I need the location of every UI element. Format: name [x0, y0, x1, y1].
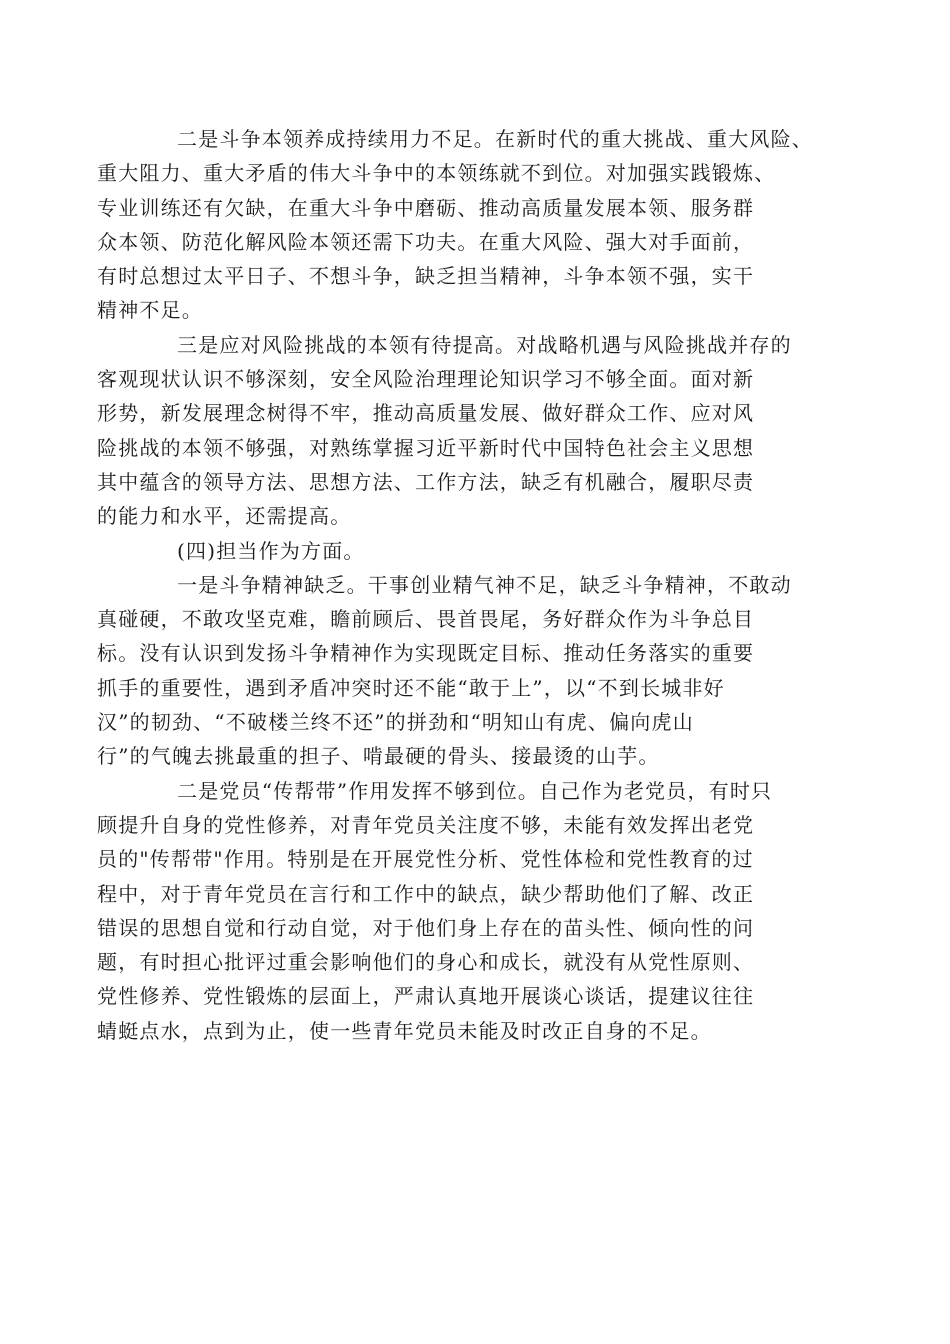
text-line: 重大阻力、重大矛盾的伟大斗争中的本领练就不到位。对加强实践锻炼、 [97, 161, 776, 186]
text-line: 蜻蜓点水，点到为止，使一些青年党员未能及时改正自身的不足。 [97, 1018, 712, 1043]
text-line: 错误的思想自觉和行动自觉，对于他们身上存在的苗头性、倾向性的问 [97, 915, 755, 940]
text-line: 二是党员“传帮带”作用发挥不够到位。自己作为老党员，有时只 [177, 778, 773, 803]
document-body [97, 122, 827, 1048]
text-line: 其中蕴含的领导方法、思想方法、工作方法，缺乏有机融合，履职尽责 [97, 469, 755, 494]
text-line: 客观现状认识不够深刻，安全风险治理理论知识学习不够全面。面对新 [97, 367, 755, 392]
text-line: 精神不足。 [97, 298, 203, 323]
text-line: 程中，对于青年党员在言行和工作中的缺点，缺少帮助他们了解、改正 [97, 881, 755, 906]
text-line: 汉”的韧劲、“不破楼兰终不还”的拼劲和“明知山有虎、偏向虎山 [97, 710, 694, 735]
paragraph-struggle-skills [97, 122, 827, 328]
paragraph-risk-response [97, 328, 827, 534]
text-line: 二是斗争本领养成持续用力不足。在新时代的重大挑战、重大风险、 [177, 127, 813, 151]
section-heading-text: (四)担当作为方面。 [177, 538, 365, 563]
text-line: 题，有时担心批评过重会影响他们的身心和成长，就没有从党性原则、 [97, 950, 755, 975]
text-line: 一是斗争精神缺乏。干事创业精气神不足，缺乏斗争精神，不敢动 [177, 572, 792, 597]
paragraph-mentoring-role [97, 774, 827, 1048]
text-line: 形势，新发展理念树得不牢，推动高质量发展、做好群众工作、应对风 [97, 401, 755, 426]
text-line: 党性修养、党性锻炼的层面上，严肃认真地开展谈心谈话，提建议往往 [97, 984, 755, 1009]
paragraph-struggle-spirit [97, 568, 827, 774]
text-line: 员的"传帮带"作用。特别是在开展党性分析、党性体检和党性教育的过 [97, 847, 754, 872]
text-line: 标。没有认识到发扬斗争精神作为实现既定目标、推动任务落实的重要 [97, 641, 755, 666]
text-line: 顾提升自身的党性修养，对青年党员关注度不够，未能有效发挥出老党 [97, 812, 755, 837]
text-line: 抓手的重要性，遇到矛盾冲突时还不能“敢于上”，以“不到长城非好 [97, 675, 725, 700]
text-line: 专业训练还有欠缺，在重大斗争中磨砺、推动高质量发展本领、服务群 [97, 195, 755, 220]
text-line: 行”的气魄去挑最重的担子、啃最硬的骨头、接最烫的山芋。 [97, 744, 660, 769]
text-line: 险挑战的本领不够强，对熟练掌握习近平新时代中国特色社会主义思想 [97, 435, 755, 460]
text-line: 有时总想过太平日子、不想斗争，缺乏担当精神，斗争本领不强，实干 [97, 264, 755, 289]
text-line: 的能力和水平，还需提高。 [97, 504, 352, 529]
text-line: 众本领、防范化解风险本领还需下功夫。在重大风险、强大对手面前， [97, 229, 755, 254]
text-line: 三是应对风险挑战的本领有待提高。对战略机遇与风险挑战并存的 [177, 332, 792, 357]
text-line: 真碰硬，不敢攻坚克难，瞻前顾后、畏首畏尾，务好群众作为斗争总目 [97, 607, 755, 632]
section-heading [137, 534, 827, 568]
